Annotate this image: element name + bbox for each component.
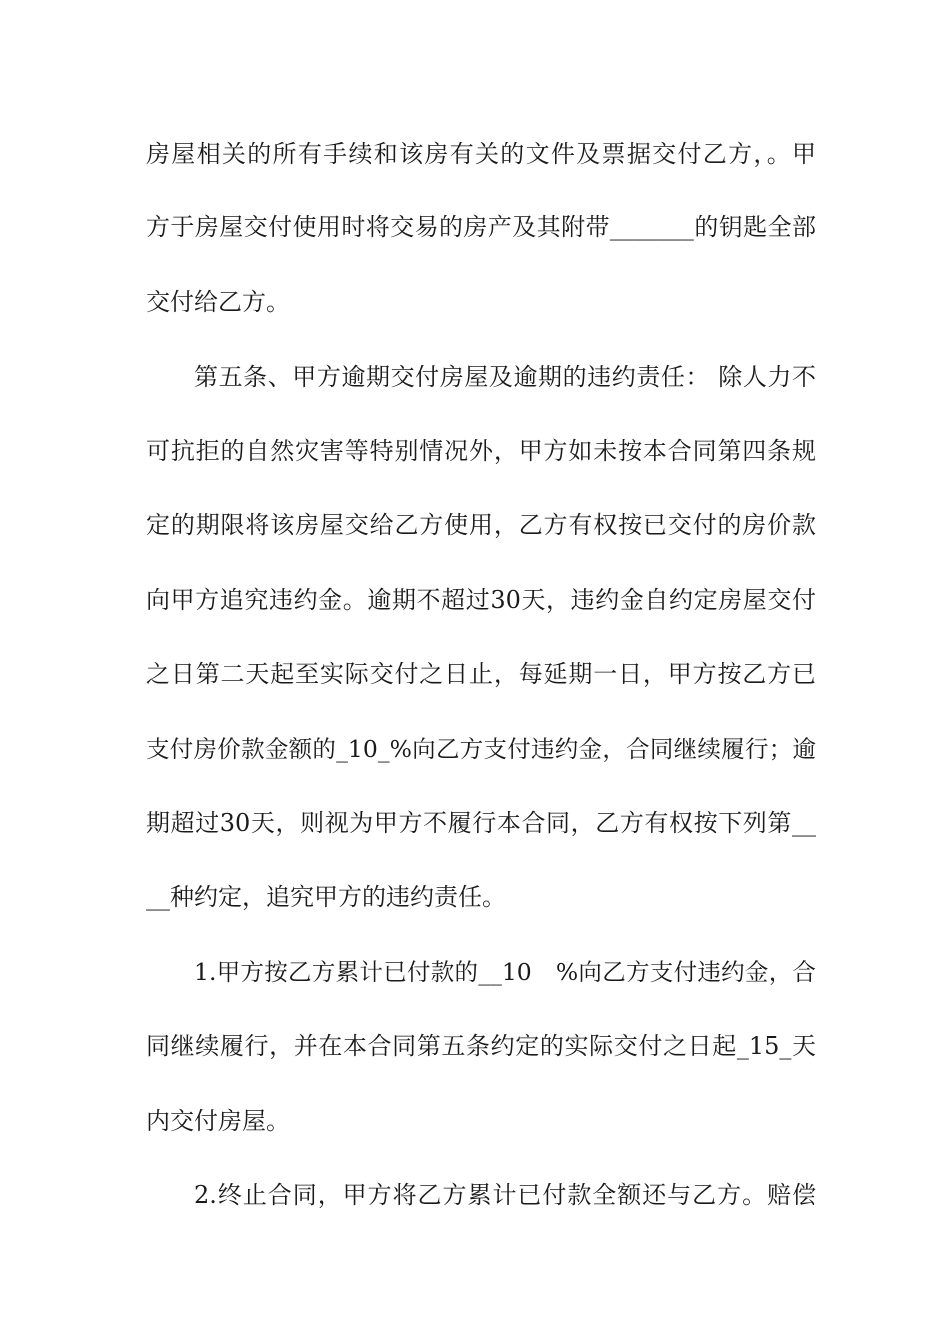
clause-1: 1.甲方按乙方累计已付款的__10 %向乙方支付违约金，合 [194, 958, 816, 986]
text-line: 方于房屋交付使用时将交易的房产及其附带_______的钥匙全部 [146, 213, 816, 241]
text-line: 定的期限将该房屋交给乙方使用，乙方有权按已交付的房价款 [146, 511, 816, 539]
text-line: 支付房价款金额的_10_%向乙方支付违约金，合同继续履行；逾 [146, 735, 816, 763]
text-line: 交付给乙方。 [146, 288, 290, 316]
text-line: 可抗拒的自然灾害等特别情况外，甲方如未按本合同第四条规 [146, 437, 816, 465]
text-line: __种约定，追究甲方的违约责任。 [146, 883, 506, 911]
text-line: 之日第二天起至实际交付之日止，每延期一日，甲方按乙方已 [146, 660, 816, 688]
clause-2: 2.终止合同，甲方将乙方累计已付款全额还与乙方。赔偿 [194, 1181, 816, 1209]
article-5-heading: 第五条、甲方逾期交付房屋及逾期的违约责任： 除人力不 [194, 363, 816, 391]
text-line: 期超过30天，则视为甲方不履行本合同，乙方有权按下列第__ [146, 809, 816, 837]
text-line: 房屋相关的所有手续和该房有关的文件及票据交付乙方，。甲 [146, 140, 816, 168]
text-line: 向甲方追究违约金。逾期不超过30天，违约金自约定房屋交付 [146, 586, 816, 614]
text-line: 同继续履行，并在本合同第五条约定的实际交付之日起_15_天 [146, 1032, 816, 1060]
text-line: 内交付房屋。 [146, 1107, 290, 1135]
